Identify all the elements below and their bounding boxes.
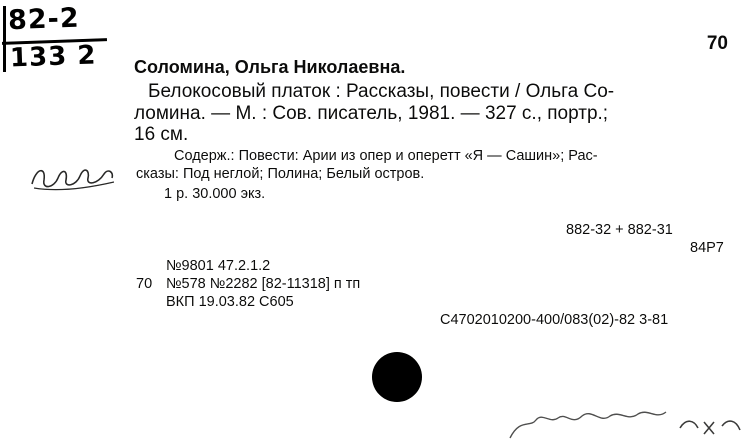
title-line: 16 см.	[134, 124, 189, 145]
contents-line: Содерж.: Повести: Арии из опер и оперетт «Я — Сашин»; Рас-	[174, 148, 598, 164]
title-line: ломина. — М. : Сов. писатель, 1981. — 327 с., портр.;	[134, 103, 609, 124]
card-number: 70	[706, 33, 728, 54]
punched-hole	[372, 352, 422, 402]
bottom-handwriting	[500, 398, 750, 448]
order-line: №578 №2282 [82-11318] п тп	[166, 276, 361, 292]
order-line: ВКП 19.03.82 С605	[166, 294, 294, 310]
shelf-mark-bottom: 133 2	[9, 40, 97, 74]
title-line: Белокосовый платок : Рассказы, повести / Ольга Со-	[148, 81, 615, 102]
author-heading: Соломина, Ольга Николаевна.	[134, 57, 406, 77]
catalog-code: С4702010200-400/083(02)-82 3-81	[440, 312, 669, 328]
handwritten-scribble	[28, 158, 118, 194]
classification-line: 882-32 + 882-31	[566, 222, 673, 238]
shelf-mark-bracket	[3, 6, 6, 72]
shelf-mark-top: 82-2	[7, 2, 81, 37]
price-line: 1 р. 30.000 экз.	[164, 186, 266, 202]
classification-sub: 84Р7	[690, 240, 724, 256]
contents-line: сказы: Под неглой; Полина; Белый остров.	[136, 166, 425, 182]
order-line-prefix: 70	[136, 276, 153, 292]
order-line: №9801 47.2.1.2	[166, 258, 271, 274]
